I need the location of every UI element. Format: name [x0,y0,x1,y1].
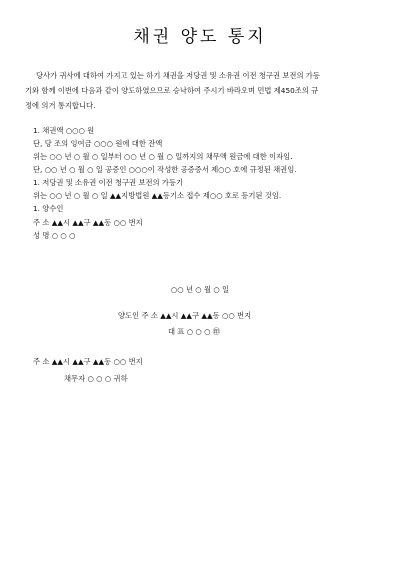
assignee-name: 성 명 ○ ○ ○ [33,231,76,240]
debtor-address: 주 소 ▲▲시 ▲▲구 ▲▲동 ○○ 번지 [33,357,143,366]
item-registration-detail: 위는 ○○ 년 ○ 월 ○ 일 ▲▲지방법원 ▲▲등기소 접수 제○○ 호로 등기된 것임. [33,191,282,200]
item-claim-amount: 1. 채권액 ○○○ 원 [33,126,95,135]
document-title: 채권 양도 통지 [133,27,267,47]
item-provisional-registration: 1. 저당권 및 소유권 이전 청구권 보전의 가등기 [33,178,184,187]
assignor-address: 양도인 주 소 ▲▲시 ▲▲구 ▲▲동 ○○ 번지 [118,311,252,320]
item-claim-notarial: 단, ○○ 년 ○ 월 ○ 일 공증인 ○○○이 작성한 공증증서 제○○ 호에 규정된 채권임. [33,165,297,174]
intro-line-2: 기와 함께 이번에 다음과 같이 양도하였으므로 승낙하여 주시기 바라오며 민법 제450조의 규 [25,86,319,95]
item-claim-interest: 위는 ○○ 년 ○ 월 ○ 일부터 ○○ 년 ○ 월 ○ 일까지의 채무액 원금에 대한 이자임. [33,152,293,161]
notice-date: ○○ 년 ○ 월 ○ 일 [170,285,230,294]
assignee-address: 주 소 ▲▲시 ▲▲구 ▲▲동 ○○ 번지 [33,218,143,227]
item-assignee-heading: 1. 양수인 [33,204,64,213]
assignor-representative: 대 표 ○ ○ ○ ㊞ [168,327,221,336]
intro-line-3: 정에 의거 통지합니다. [25,101,96,110]
intro-line-1: 당사가 귀사에 대하여 가지고 있는 하기 채권을 저당권 및 소유권 이전 청구권 보전의 가등 [36,71,320,80]
item-claim-remainder: 단, 당 조의 잉여금 ○○○ 원에 대한 잔액 [33,139,163,148]
debtor-name: 채무자 ○ ○ ○ 귀하 [64,374,128,383]
